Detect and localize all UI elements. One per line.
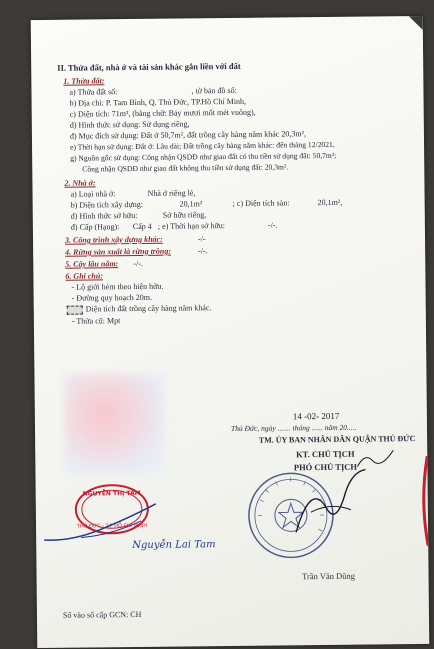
hatched-legend-box: [67, 306, 83, 315]
note-2: - Đường quy hoạch 20m.: [71, 292, 153, 303]
item6-heading: 6. Ghi chú:: [65, 271, 104, 281]
land-line-dd: đ) Mục đích sử dụng: Đất ở 50,7m², đất trồng cây hàng năm khác 20,3m²,: [69, 129, 306, 141]
item3-heading: 3. Công trình xây dựng khác:: [64, 234, 163, 245]
folded-corner: [409, 16, 423, 30]
left-signature: Nguyễn Lai Tam: [132, 539, 216, 552]
note-1: - Lộ giới hẻm theo hiện hữu.: [71, 281, 164, 292]
authority: TM. ỦY BAN NHÂN DÂN QUẬN THỦ ĐỨC: [258, 434, 416, 445]
certificate-page: [31, 16, 430, 648]
land-line-c: c) Diện tích: 71m², (bằng chữ: Bảy mươi mốt mét vuông),: [69, 107, 256, 119]
land-heading: 1. Thửa đất:: [63, 76, 105, 86]
land-line-a2: , tờ bản đồ số:: [191, 85, 237, 96]
land-line-b: b) Địa chỉ: P. Tam Bình, Q. Thủ Đức, TP.Hồ Chí Minh,: [69, 96, 247, 108]
left-stamp-name: NGUYỄN THỊ TÂM: [82, 489, 141, 498]
kt-chair: KT. CHỦ TỊCH: [295, 448, 355, 460]
item4-heading: 4. Rừng sản xuất là rừng trồng:: [65, 246, 172, 257]
house-line-a-value: Nhà ở riêng lẻ,: [147, 188, 196, 198]
house-line-dd: đ) Cấp (Hạng):: [70, 222, 120, 232]
house-line-a: a) Loại nhà ở:: [70, 189, 116, 199]
house-line-c: ; c) Diện tích sàn:: [232, 198, 290, 208]
house-line-d: d) Hình thức sở hữu:: [70, 210, 138, 221]
land-line-a: a) Thửa đất số:: [69, 87, 118, 97]
house-line-d-value: Sở hữu riêng,: [162, 210, 207, 220]
item3-value: -/-: [197, 234, 206, 244]
official-signature: [290, 462, 371, 543]
house-line-b: b) Diện tích xây dựng:: [70, 199, 144, 210]
redacted-area: [64, 374, 165, 475]
registry-number: Số vào sổ cấp GCN: CH: [62, 609, 142, 620]
land-line-d: d) Hình thức sử dụng: Sử dụng riêng,: [69, 119, 190, 130]
house-line-e-value: -/-.: [267, 220, 278, 230]
vice-chair-initial: [355, 446, 395, 471]
section-title: II. Thửa đất, nhà ở và tài sản khác gắn liền với đất: [57, 60, 241, 73]
land-line-e: e) Thời hạn sử dụng: Đất ở: Lâu dài; Đất trồng cây hàng năm khác: đến tháng 12/2021,: [70, 139, 335, 152]
date-line: Thủ Đức, ngày ....... tháng ...... năm 20.....: [230, 422, 357, 433]
house-line-b-value: 20,1m²: [179, 199, 203, 209]
land-line-g: g) Nguồn gốc sử dụng: Công nhận QSDĐ như giao đất có thu tiền sử dụng đất: 50,7m²;: [70, 150, 337, 163]
house-heading: 2. Nhà ở:: [64, 178, 96, 188]
house-line-e: ; e) Thời hạn sở hữu:: [157, 221, 226, 231]
item5-heading: 5. Cây lâu năm:: [65, 259, 119, 269]
left-signature-stroke: [41, 499, 161, 545]
item4-value: -/-.: [198, 246, 208, 256]
handwritten-date: 14 -02- 2017: [292, 410, 340, 422]
item5-value: -/-.: [133, 258, 143, 269]
vice-chair: PHÓ CHỦ TỊCH: [293, 461, 358, 473]
house-line-dd-value: Cấp 4: [132, 221, 152, 232]
left-stamp-place: THỦ ĐỨC - T.P HỒ CHÍ MINH: [76, 522, 148, 530]
note-3: - Thửa cũ: Mpt: [71, 316, 121, 326]
land-line-g2: Công nhận QSDĐ như giao đất không thu tiền sử dụng đất: 20,3m².: [82, 162, 289, 174]
note-legend: Diện tích đất trồng cây hàng năm khác.: [85, 303, 212, 314]
signer-name: Trần Văn Dũng: [302, 570, 356, 582]
right-edge-stamp: [419, 456, 428, 546]
house-line-c-value: 20,1m²,: [317, 197, 343, 208]
